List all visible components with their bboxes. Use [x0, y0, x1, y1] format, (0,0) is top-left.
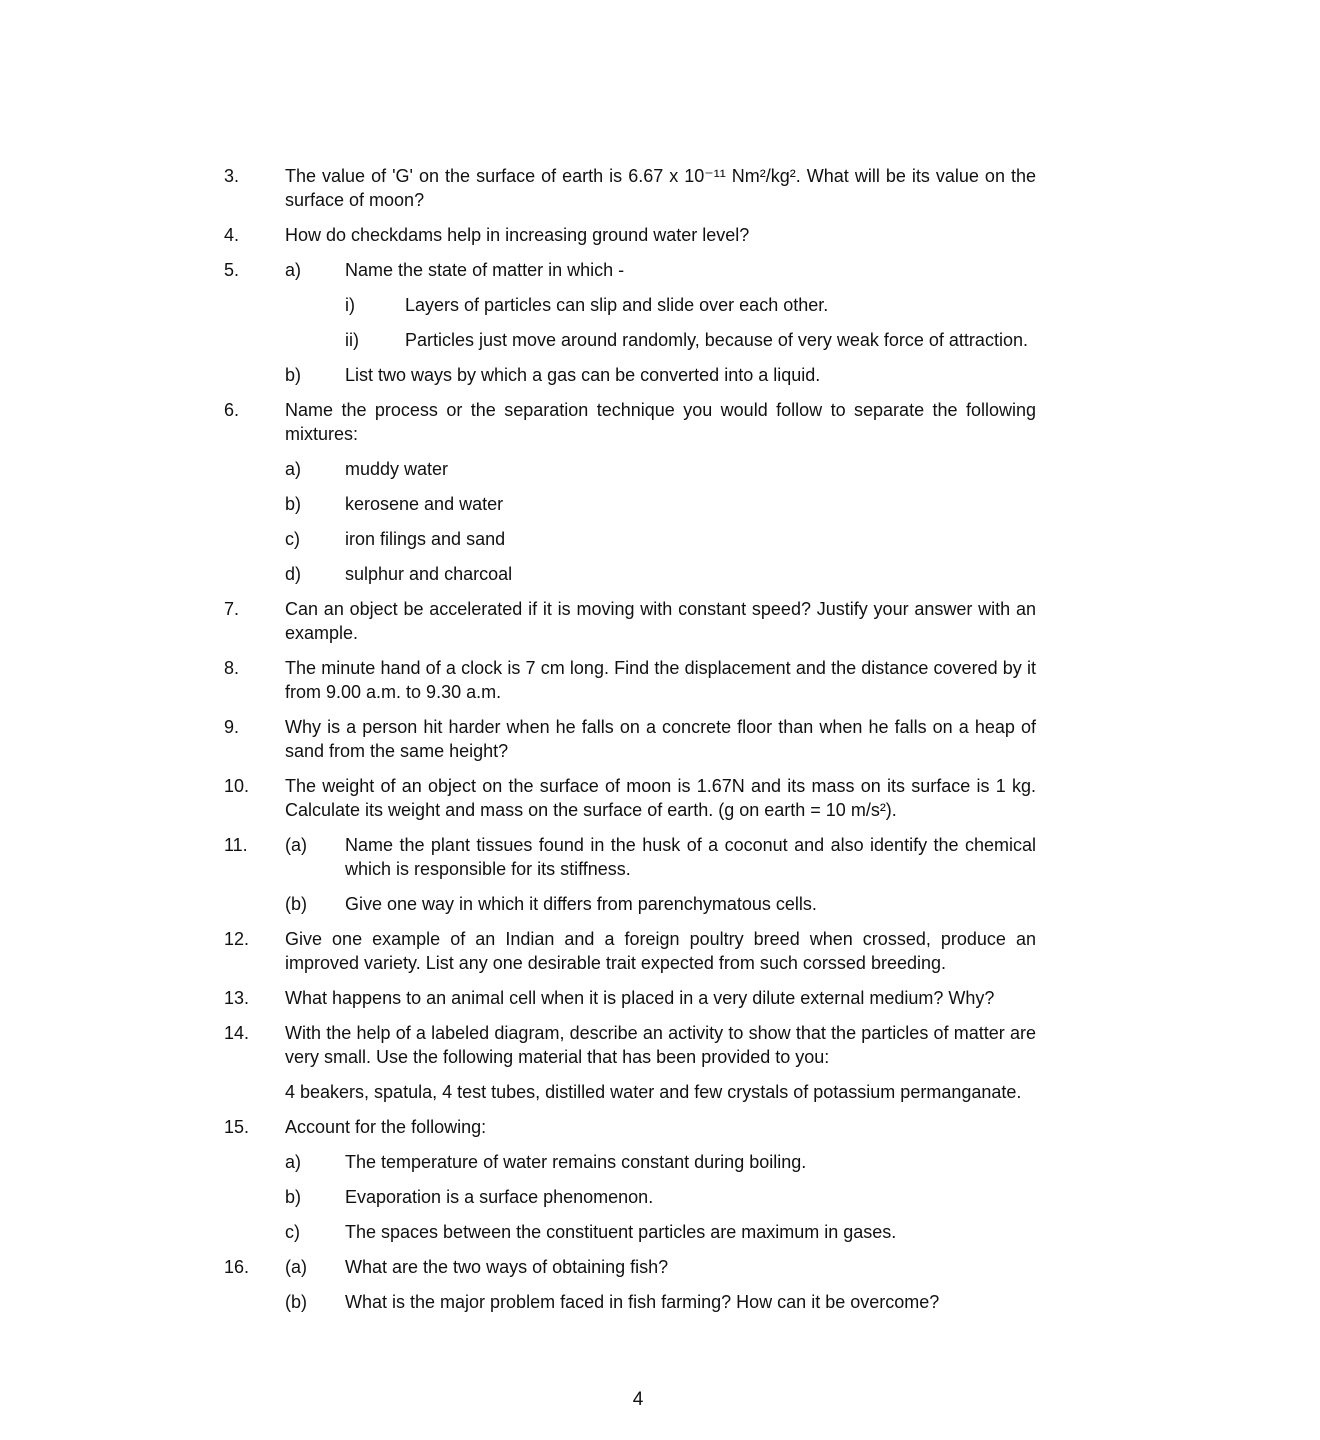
question-number: 6. [224, 400, 240, 420]
question-text: The minute hand of a clock is 7 cm long. Find the displacement and the distance covered by it from 9.00 a.m. to 9.30 a.m. [285, 658, 1036, 702]
question-text: iron filings and sand [345, 529, 506, 549]
question-row [0, 293, 1320, 317]
sub-part-label: a) [285, 1152, 302, 1172]
question-text: Name the process or the separation technique you would follow to separate the following mixtures: [285, 400, 1036, 444]
sub-part-label: b) [285, 365, 302, 385]
question-text: Name the state of matter in which - [345, 260, 625, 280]
question-row [0, 892, 1320, 916]
question-text: Why is a person hit harder when he falls on a concrete floor than when he falls on a heap of sand from the same height? [285, 717, 1036, 761]
question-text: Account for the following: [285, 1117, 487, 1137]
sub-part-label: (b) [285, 894, 307, 914]
question-row [0, 457, 1320, 481]
question-number: 5. [224, 260, 240, 280]
question-row [0, 1021, 1320, 1069]
question-text: sulphur and charcoal [345, 564, 513, 584]
question-row [0, 164, 1320, 212]
question-text: The weight of an object on the surface of moon is 1.67N and its mass on its surface is 1 kg. Calculate its weight and mass on the surface of earth. (g on earth = 10 m/s²). [285, 776, 1036, 820]
question-number: 11. [224, 835, 248, 855]
question-number: 4. [224, 225, 240, 245]
question-text: Evaporation is a surface phenomenon. [345, 1187, 654, 1207]
sub-part-label: (a) [285, 1257, 307, 1277]
question-row [0, 986, 1320, 1010]
question-text: What happens to an animal cell when it is placed in a very dilute external medium? Why? [285, 988, 995, 1008]
question-number: 14. [224, 1023, 250, 1043]
question-row [0, 1150, 1320, 1174]
question-row [0, 1220, 1320, 1244]
sub-part-label: b) [285, 1187, 302, 1207]
question-row [0, 1255, 1320, 1279]
question-row [0, 715, 1320, 763]
question-list [0, 164, 1320, 1325]
question-row [0, 656, 1320, 704]
question-number: 7. [224, 599, 240, 619]
question-row [0, 927, 1320, 975]
question-row [0, 492, 1320, 516]
question-row [0, 562, 1320, 586]
question-text: muddy water [345, 459, 449, 479]
question-row [0, 1185, 1320, 1209]
sub-part-label: (a) [285, 835, 307, 855]
question-text: Give one way in which it differs from parenchymatous cells. [345, 894, 817, 914]
question-number: 12. [224, 929, 250, 949]
question-row [0, 597, 1320, 645]
question-text: With the help of a labeled diagram, describe an activity to show that the particles of matter are very small. Use the following material that has been provided to you: [285, 1023, 1036, 1067]
question-row [0, 1080, 1320, 1104]
question-text: Name the plant tissues found in the husk of a coconut and also identify the chemical which is responsible for its stiffness. [345, 835, 1036, 879]
question-number: 9. [224, 717, 240, 737]
question-text: 4 beakers, spatula, 4 test tubes, distilled water and few crystals of potassium permanganate. [285, 1082, 1022, 1102]
question-row [0, 328, 1320, 352]
question-row [0, 258, 1320, 282]
sub-part-label: c) [285, 529, 300, 549]
question-text: The temperature of water remains constant during boiling. [345, 1152, 807, 1172]
question-number: 15. [224, 1117, 250, 1137]
sub-part-label: a) [285, 260, 302, 280]
sub-part-label: (b) [285, 1292, 307, 1312]
question-text: Layers of particles can slip and slide over each other. [405, 295, 829, 315]
question-row [0, 363, 1320, 387]
sub-part-label: a) [285, 459, 302, 479]
sub-part-label: d) [285, 564, 302, 584]
question-text: What are the two ways of obtaining fish? [345, 1257, 669, 1277]
question-number: 16. [224, 1257, 250, 1277]
page-number: 4 [632, 1389, 644, 1410]
sub-sub-part-label: i) [345, 295, 355, 315]
sub-part-label: b) [285, 494, 302, 514]
question-row [0, 833, 1320, 881]
sub-part-label: c) [285, 1222, 300, 1242]
question-text: The value of 'G' on the surface of earth is 6.67 x 10⁻¹¹ Nm²/kg². What will be its value on the surface of moon? [285, 166, 1036, 210]
question-number: 8. [224, 658, 240, 678]
question-number: 3. [224, 166, 240, 186]
question-text: Give one example of an Indian and a foreign poultry breed when crossed, produce an improved variety. List any one desirable trait expected from such corssed breeding. [285, 929, 1036, 973]
question-row [0, 1115, 1320, 1139]
question-text: The spaces between the constituent particles are maximum in gases. [345, 1222, 897, 1242]
question-number: 13. [224, 988, 250, 1008]
question-text: What is the major problem faced in fish farming? How can it be overcome? [345, 1292, 940, 1312]
question-text: List two ways by which a gas can be converted into a liquid. [345, 365, 821, 385]
question-row [0, 398, 1320, 446]
question-number: 10. [224, 776, 250, 796]
question-text: kerosene and water [345, 494, 504, 514]
question-text: How do checkdams help in increasing ground water level? [285, 225, 750, 245]
question-row [0, 774, 1320, 822]
question-text: Particles just move around randomly, because of very weak force of attraction. [405, 330, 1028, 350]
sub-sub-part-label: ii) [345, 330, 359, 350]
question-text: Can an object be accelerated if it is moving with constant speed? Justify your answer with an example. [285, 599, 1036, 643]
question-row [0, 1290, 1320, 1314]
question-row [0, 223, 1320, 247]
question-row [0, 527, 1320, 551]
